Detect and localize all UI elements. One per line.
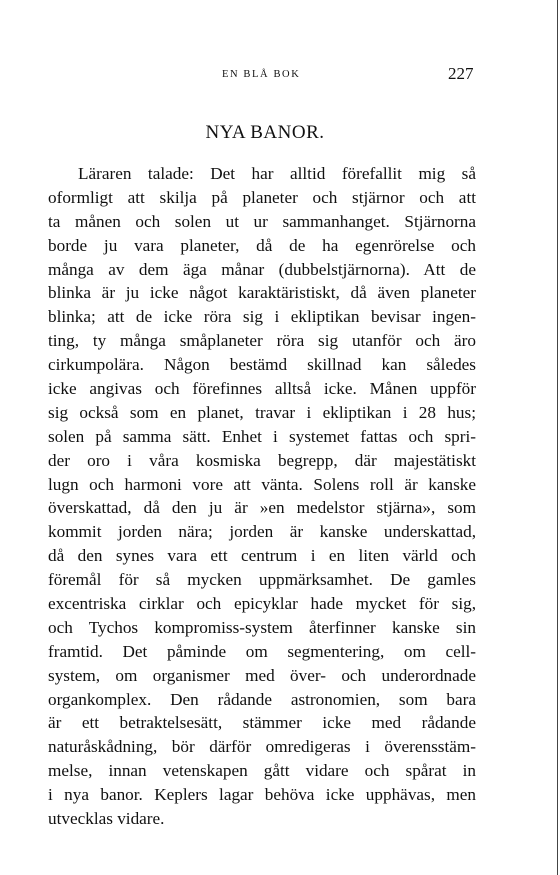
text-line: överskattad, då den ju är »en medelstor stjärna», som [48,498,476,518]
text-line: ting, ty många småplaneter röra sig utanför och äro [48,331,476,351]
text-line: sig också som en planet, travar i ekliptikan i 28 hus; [48,402,476,422]
text-line: naturåskådning, bör därför omredigeras i överensstäm- [48,737,476,757]
text-line: blinka är ju icke något karaktäristiskt, då även planeter [48,283,476,303]
text-line: utvecklas vidare. [48,809,165,829]
text-line: icke angivas och förefinnes alltså icke. Månen uppför [48,379,476,399]
body-text [48,162,476,831]
text-line: lugn och harmoni vore att vänta. Solens roll är kanske [48,474,476,494]
page-number: 227 [448,64,474,83]
text-line: melse, innan vetenskapen gått vidare och spårat in [48,761,476,781]
text-line: cirkumpolära. Någon bestämd skillnad kan således [48,355,476,375]
text-line: i nya banor. Keplers lagar behöva icke upphävas, men [48,785,476,805]
text-line: organkomplex. Den rådande astronomien, som bara [48,689,476,709]
text-line: då den synes vara ett centrum i en liten värld och [48,546,476,566]
running-header [0,64,560,88]
text-line: der oro i våra kosmiska begrepp, där majestätiskt [48,450,476,470]
text-line: blinka; att de icke röra sig i ekliptikan bevisar ingen- [48,307,476,327]
text-line: ta månen och solen ut ur sammanhanget. Stjärnorna [48,211,476,231]
text-line: oformligt att skilja på planeter och stjärnor och att [48,187,476,207]
text-line: är ett betraktelsesätt, stämmer icke med rådande [48,713,476,733]
text-line: kommit jorden nära; jorden är kanske underskattad, [48,522,476,542]
text-line: Läraren talade: Det har alltid förefallit mig så [78,164,476,183]
page-edge-line [557,0,558,875]
chapter-title: NYA BANOR. [205,122,325,143]
text-line: solen på samma sätt. Enhet i systemet fattas och spri- [48,426,476,446]
text-line: excentriska cirklar och epicyklar hade mycket för sig, [48,594,476,614]
running-title: EN BLÅ BOK [222,69,301,80]
text-line: många av dem äga månar (dubbelstjärnorna). Att de [48,259,476,279]
text-line: och Tychos kompromiss-system återfinner kanske sin [48,617,476,637]
text-line: föremål för så mycken uppmärksamhet. De gamles [48,570,476,590]
text-line: borde ju vara planeter, då de ha egenrörelse och [48,235,476,255]
text-line: system, om organismer med över- och underordnade [48,665,476,685]
text-line: framtid. Det påminde om segmentering, om cell- [48,641,476,661]
